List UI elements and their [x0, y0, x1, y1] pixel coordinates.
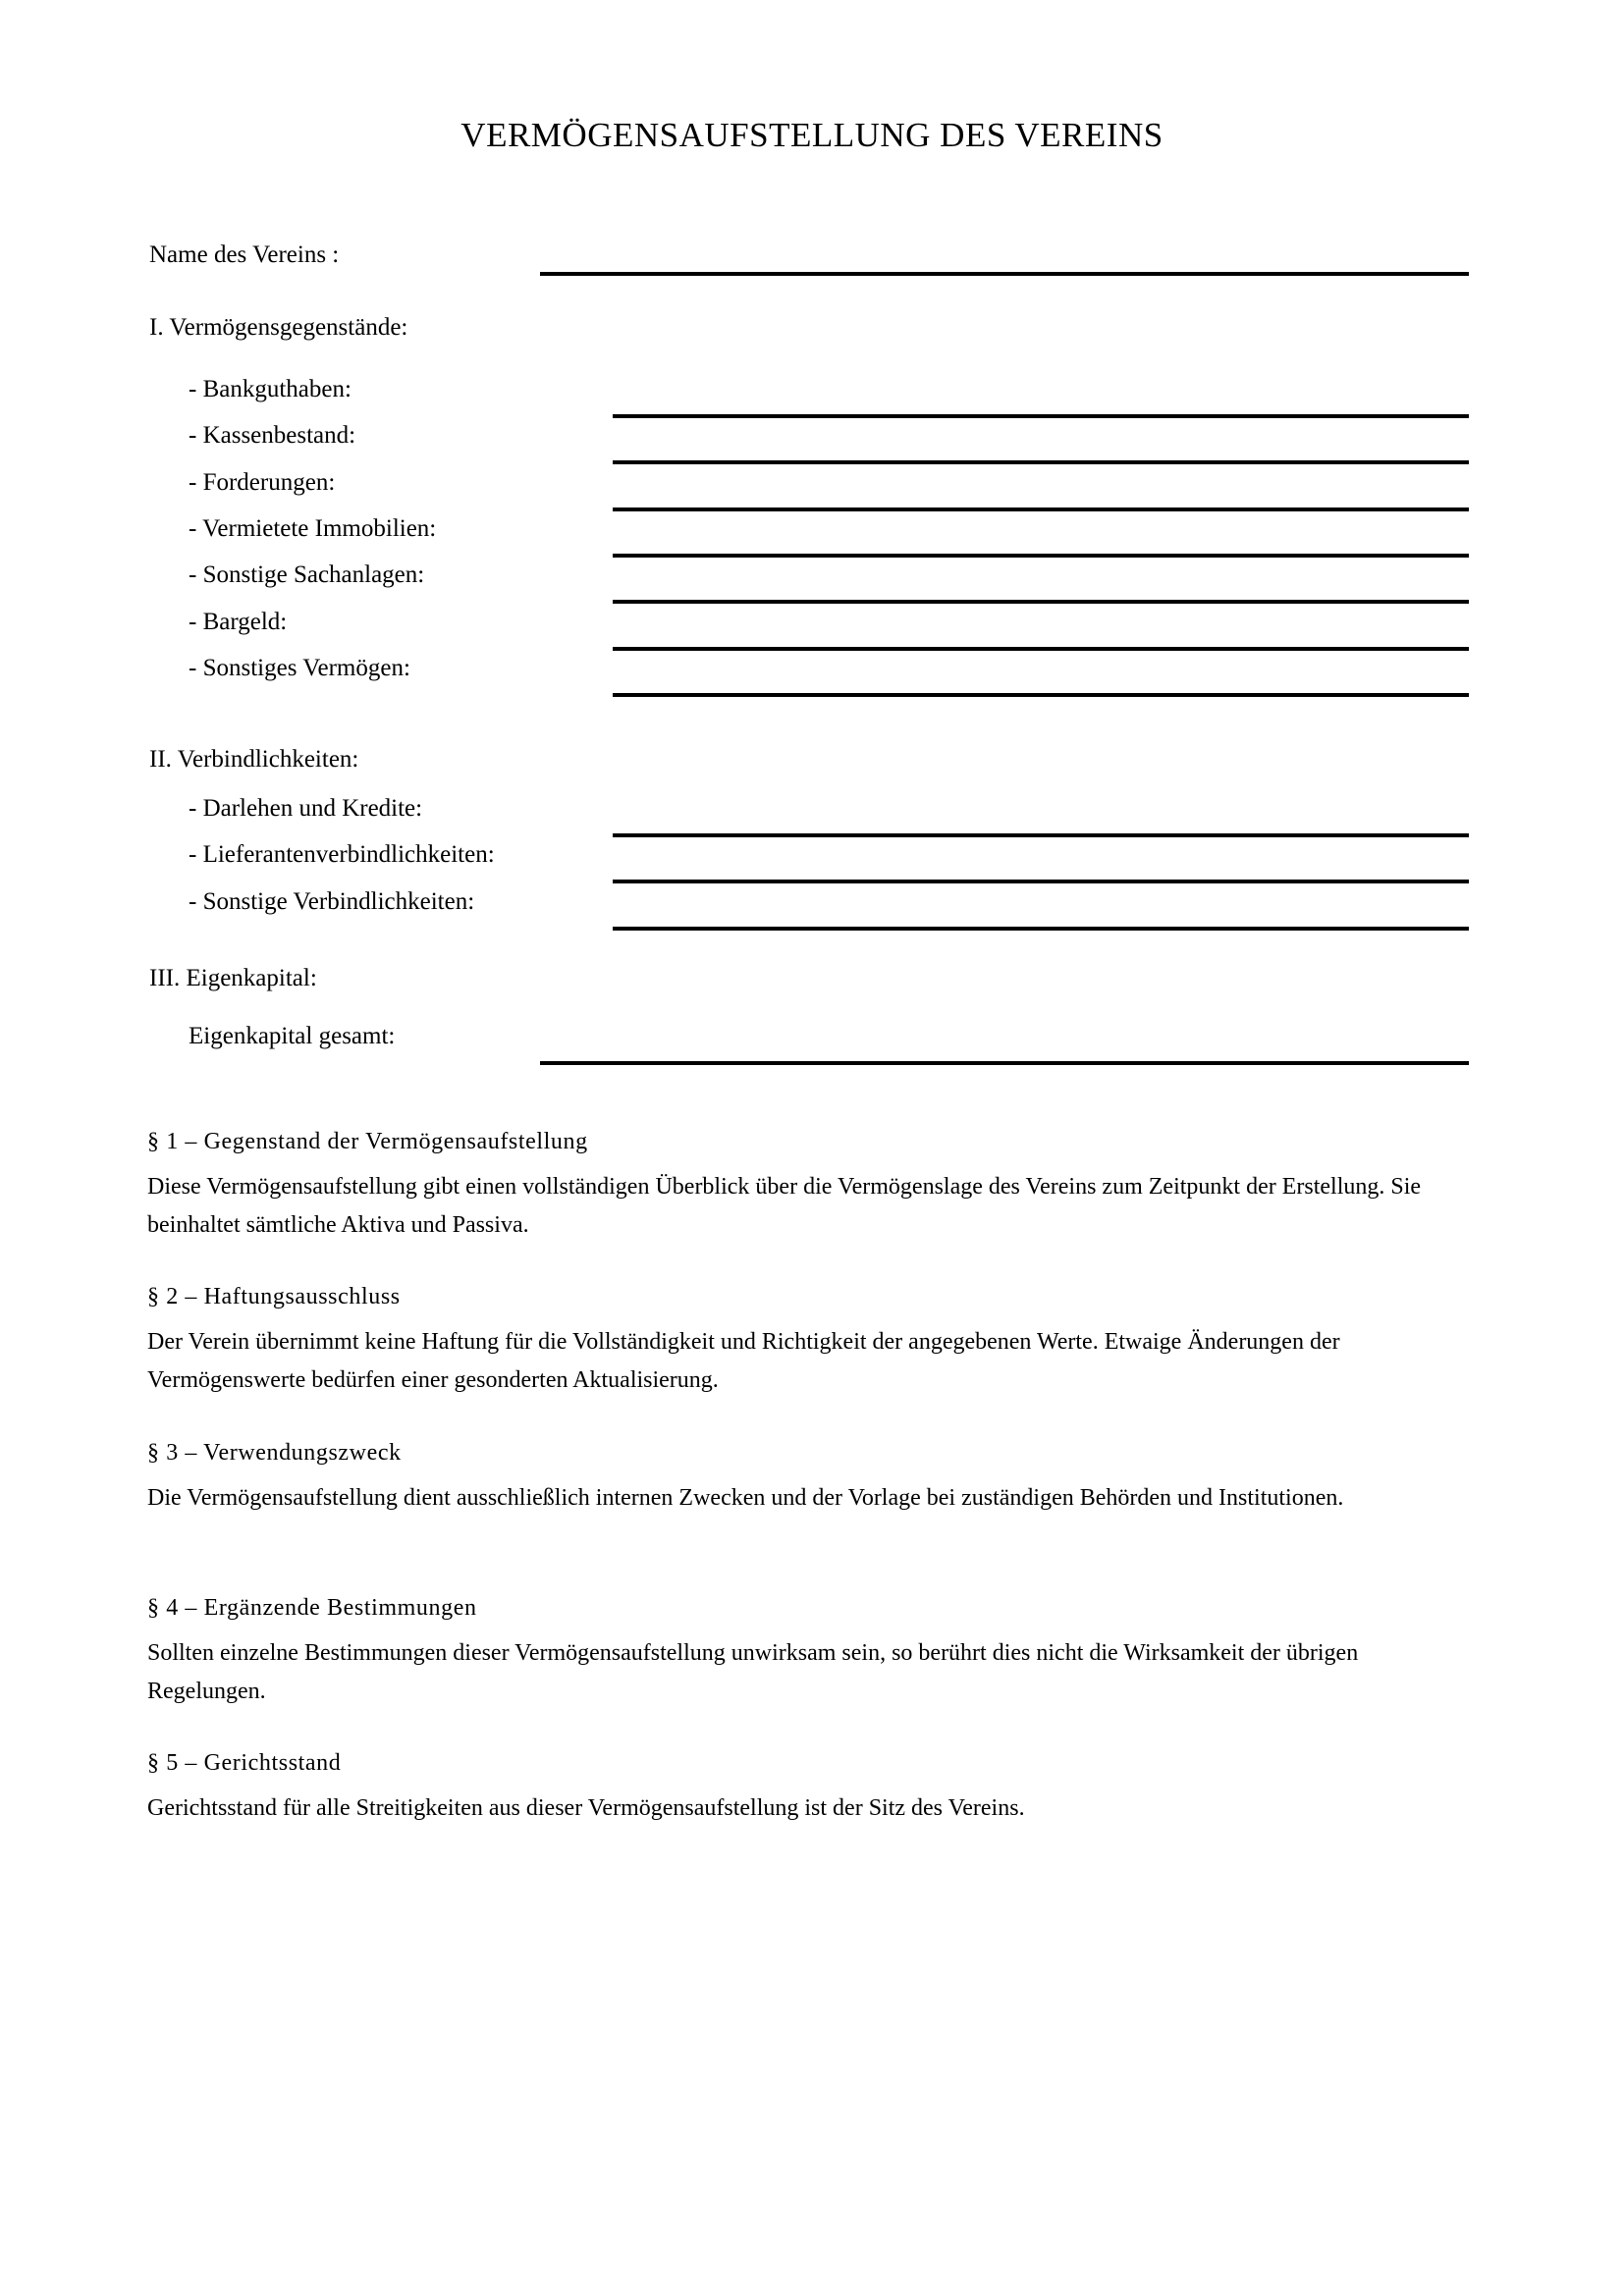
- field-row-darlehen-und-kredite: [149, 795, 1524, 828]
- section-heading-vermoegensgegenstaende: I. Vermögensgegenstände:: [149, 314, 408, 341]
- field-row-bargeld: [149, 609, 1524, 642]
- field-row-eigenkapital-gesamt: [149, 1023, 1524, 1056]
- clause-3-body: Die Vermögensaufstellung dient ausschließlich internen Zwecken und der Vorlage bei zuständigen Behörden und Institutionen.: [147, 1485, 1344, 1511]
- field-label-darlehen-und-kredite: - Darlehen und Kredite:: [189, 795, 423, 822]
- clause-4-title: § 4 – Ergänzende Bestimmungen: [147, 1595, 477, 1621]
- clause-2-body: Der Verein übernimmt keine Haftung für die Vollständigkeit und Richtigkeit der angegebenen Werte. Etwaige Änderungen der Vermögenswerte bedürfen einer gesonderten Aktualisierung.: [147, 1329, 1340, 1393]
- field-input-kassenbestand[interactable]: [613, 460, 1469, 464]
- clause-1-body: Diese Vermögensaufstellung gibt einen vollständigen Überblick über die Vermögenslage des Vereins zum Zeitpunkt der Erstellung. Sie beinhaltet sämtliche Aktiva und Passiva.: [147, 1174, 1422, 1238]
- field-label-forderungen: - Forderungen:: [189, 469, 336, 496]
- field-input-lieferantenverbindlichkeiten[interactable]: [613, 880, 1469, 883]
- field-input-bankguthaben[interactable]: [613, 414, 1469, 418]
- section-heading-eigenkapital: III. Eigenkapital:: [149, 965, 317, 991]
- field-input-sonstiges-vermoegen[interactable]: [613, 693, 1469, 697]
- field-row-sonstiges-vermoegen: [149, 655, 1524, 688]
- field-input-bargeld[interactable]: [613, 647, 1469, 651]
- field-row-bankguthaben: [149, 376, 1524, 409]
- clause-5: [147, 1750, 1453, 1828]
- field-label-verein-name: Name des Vereins :: [149, 241, 340, 268]
- field-label-sonstige-verbindlichkeiten: - Sonstige Verbindlichkeiten:: [189, 888, 475, 915]
- field-row-forderungen: [149, 469, 1524, 503]
- page-title: VERMÖGENSAUFSTELLUNG DES VEREINS: [460, 116, 1164, 154]
- clause-3: [147, 1440, 1453, 1518]
- field-input-sonstige-verbindlichkeiten[interactable]: [613, 927, 1469, 931]
- field-label-sonstige-sachanlagen: - Sonstige Sachanlagen:: [189, 561, 425, 588]
- field-row-kassenbestand: [149, 422, 1524, 455]
- field-row-sonstige-verbindlichkeiten: [149, 888, 1524, 922]
- field-label-kassenbestand: - Kassenbestand:: [189, 422, 356, 449]
- clause-2-title: § 2 – Haftungsausschluss: [147, 1284, 401, 1309]
- clause-5-body: Gerichtsstand für alle Streitigkeiten aus dieser Vermögensaufstellung ist der Sitz des Vereins.: [147, 1795, 1025, 1821]
- field-row-vermietete-immobilien: [149, 515, 1524, 549]
- field-label-eigenkapital-gesamt: Eigenkapital gesamt:: [189, 1023, 396, 1049]
- clause-1-title: § 1 – Gegenstand der Vermögensaufstellung: [147, 1129, 588, 1154]
- clause-3-title: § 3 – Verwendungszweck: [147, 1440, 402, 1466]
- clause-4-body: Sollten einzelne Bestimmungen dieser Vermögensaufstellung unwirksam sein, so berührt dies nicht die Wirksamkeit der übrigen Regelungen.: [147, 1640, 1359, 1704]
- field-input-eigenkapital-gesamt[interactable]: [540, 1061, 1469, 1065]
- field-input-verein-name[interactable]: [540, 272, 1469, 276]
- field-input-darlehen-und-kredite[interactable]: [613, 833, 1469, 837]
- field-label-vermietete-immobilien: - Vermietete Immobilien:: [189, 515, 437, 542]
- field-row-lieferantenverbindlichkeiten: [149, 841, 1524, 875]
- clause-1: [147, 1129, 1453, 1245]
- clause-2: [147, 1284, 1453, 1400]
- field-input-vermietete-immobilien[interactable]: [613, 554, 1469, 558]
- field-row-verein-name: [149, 241, 1524, 275]
- field-input-forderungen[interactable]: [613, 507, 1469, 511]
- field-label-sonstiges-vermoegen: - Sonstiges Vermögen:: [189, 655, 410, 681]
- field-input-sonstige-sachanlagen[interactable]: [613, 600, 1469, 604]
- field-label-bankguthaben: - Bankguthaben:: [189, 376, 352, 402]
- field-row-sonstige-sachanlagen: [149, 561, 1524, 595]
- field-label-lieferantenverbindlichkeiten: - Lieferantenverbindlichkeiten:: [189, 841, 495, 868]
- section-heading-verbindlichkeiten: II. Verbindlichkeiten:: [149, 746, 359, 773]
- field-label-bargeld: - Bargeld:: [189, 609, 288, 635]
- clause-4: [147, 1595, 1453, 1711]
- clause-5-title: § 5 – Gerichtsstand: [147, 1750, 342, 1776]
